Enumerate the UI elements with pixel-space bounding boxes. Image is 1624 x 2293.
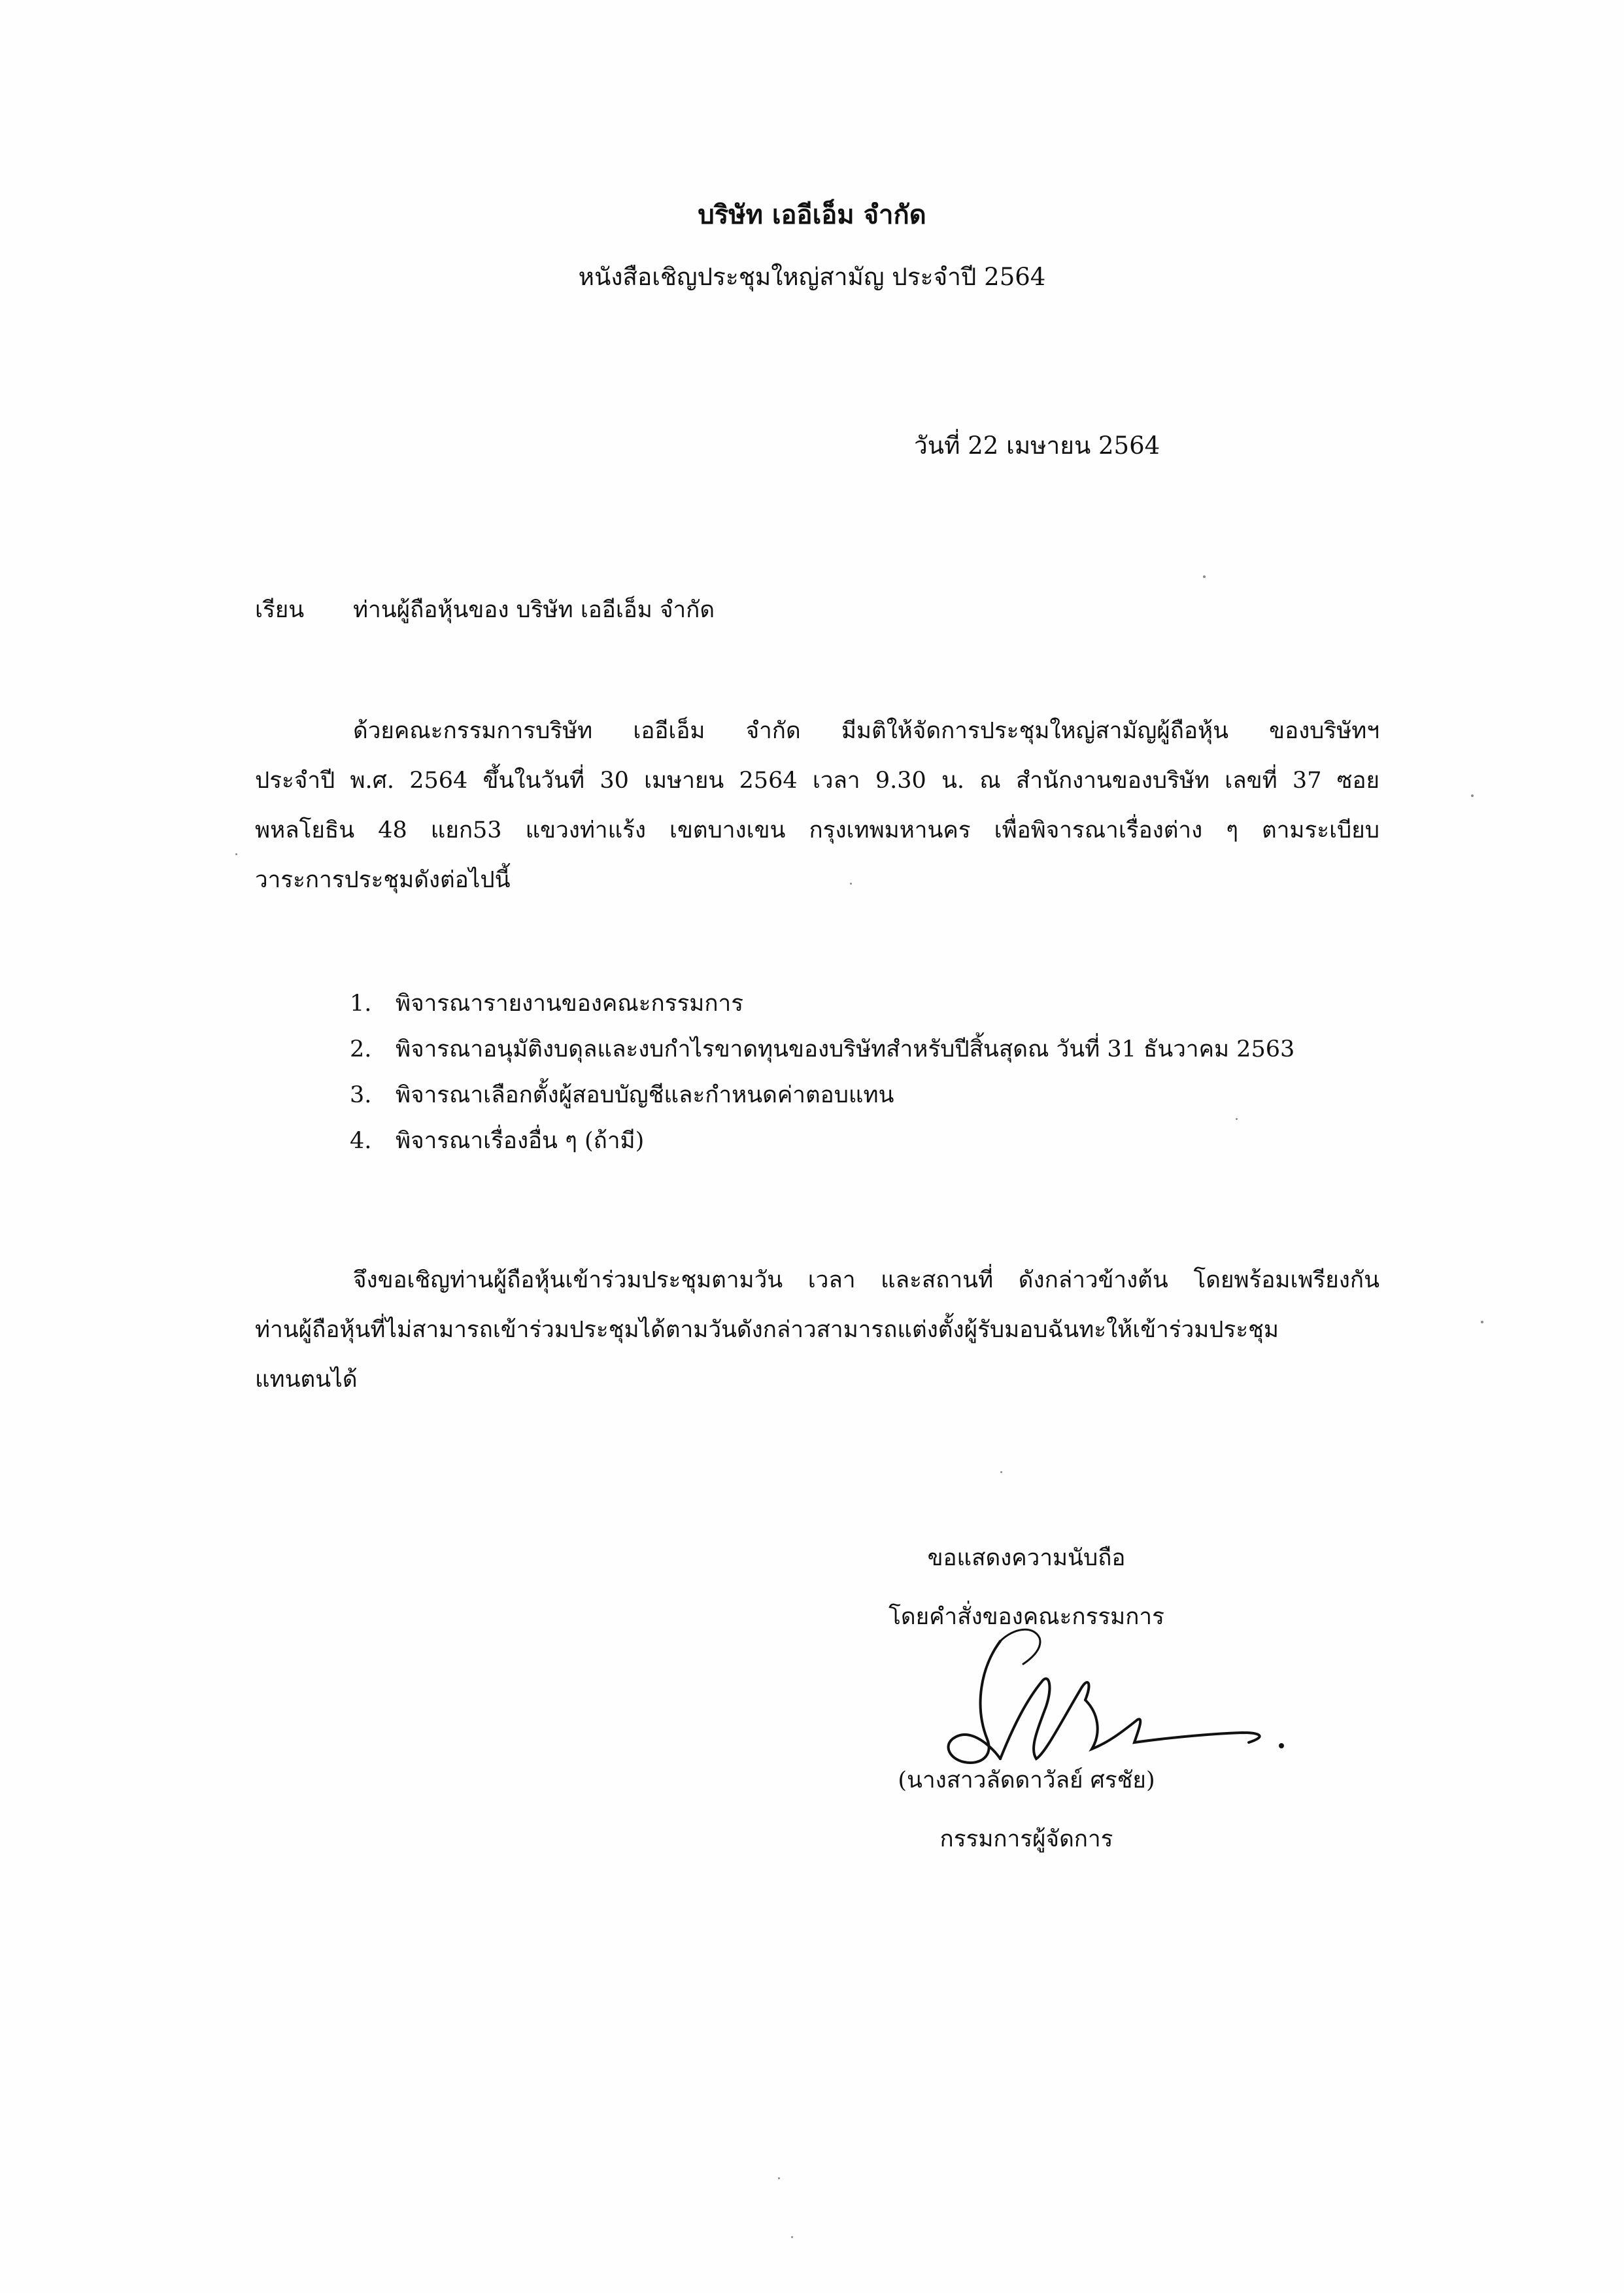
document-subtitle: หนังสือเชิญประชุมใหญ่สามัญ ประจำปี 2564 [578, 263, 1046, 291]
scan-speck [1203, 575, 1206, 578]
closing-by-order: โดยคำสั่งของคณะกรรมการ [888, 1604, 1164, 1630]
scan-speck [1481, 1321, 1483, 1323]
agenda-number: 4. [350, 1128, 372, 1154]
scan-speck [791, 2236, 793, 2238]
scan-speck [235, 853, 237, 855]
scan-speck [1000, 1471, 1002, 1473]
scan-speck [1471, 794, 1474, 797]
invite-paragraph [255, 1255, 1379, 1404]
agenda-list [350, 981, 1294, 1164]
agenda-number: 1. [350, 991, 372, 1017]
paragraph-line: ด้วยคณะกรรมการบริษัท เออีเอ็ม จำกัด มีมติให้จัดการประชุมใหญ่สามัญผู้ถือหุ้น ของบริษัทฯ [353, 718, 1379, 744]
agenda-number: 3. [350, 1082, 372, 1108]
handwritten-signature [902, 1628, 1308, 1778]
paragraph-line: แทนตนได้ [255, 1367, 358, 1393]
intro-paragraph [255, 706, 1379, 905]
signer-title: กรรมการผู้จัดการ [939, 1826, 1113, 1852]
agenda-number: 2. [350, 1036, 372, 1062]
scan-speck [778, 2177, 780, 2179]
agenda-text: พิจารณารายงานของคณะกรรมการ [396, 991, 744, 1017]
agenda-text: พิจารณาอนุมัติงบดุลและงบกำไรขาดทุนของบริษัทสำหรับปีสิ้นสุดณ วันที่ 31 ธันวาคม 2563 [396, 1036, 1295, 1062]
date-line: วันที่ 22 เมษายน 2564 [914, 432, 1160, 460]
paragraph-line: ประจำปี พ.ศ. 2564 ขึ้นในวันที่ 30 เมษายน 2564 เวลา 9.30 น. ณ สำนักงานของบริษัท เลขที่ 37 ซอย [255, 768, 1379, 794]
scan-speck [1236, 1118, 1238, 1120]
list-item [350, 981, 1294, 1027]
scan-speck [850, 883, 852, 885]
closing-regards: ขอแสดงความนับถือ [927, 1545, 1126, 1571]
company-title: บริษัท เออีเอ็ม จำกัด [698, 199, 926, 230]
list-item [350, 1118, 1294, 1164]
salutation-text: ท่านผู้ถือหุ้นของ บริษัท เออีเอ็ม จำกัด [353, 597, 715, 623]
salutation-label: เรียน [255, 597, 305, 623]
paragraph-line: ท่านผู้ถือหุ้นที่ไม่สามารถเข้าร่วมประชุมได้ตามวันดังกล่าวสามารถแต่งตั้งผู้รับมอบฉันทะให้เข้าร่วมประชุม [255, 1317, 1279, 1343]
agenda-text: พิจารณาเลือกตั้งผู้สอบบัญชีและกำหนดค่าตอบแทน [396, 1082, 894, 1108]
paragraph-line: วาระการประชุมดังต่อไปนี้ [255, 867, 511, 893]
paragraph-line: พหลโยธิน 48 แยก53 แขวงท่าแร้ง เขตบางเขน กรุงเทพมหานคร เพื่อพิจารณาเรื่องต่าง ๆ ตามระเบียบ [255, 817, 1379, 843]
list-item [350, 1027, 1294, 1072]
paragraph-line: จึงขอเชิญท่านผู้ถือหุ้นเข้าร่วมประชุมตามวัน เวลา และสถานที่ ดังกล่าวข้างต้น โดยพร้อมเพรียงกัน [353, 1267, 1379, 1293]
signer-name: (นางสาวลัดดาวัลย์ ศรชัย) [898, 1767, 1155, 1793]
list-item [350, 1072, 1294, 1118]
agenda-text: พิจารณาเรื่องอื่น ๆ (ถ้ามี) [396, 1128, 645, 1154]
